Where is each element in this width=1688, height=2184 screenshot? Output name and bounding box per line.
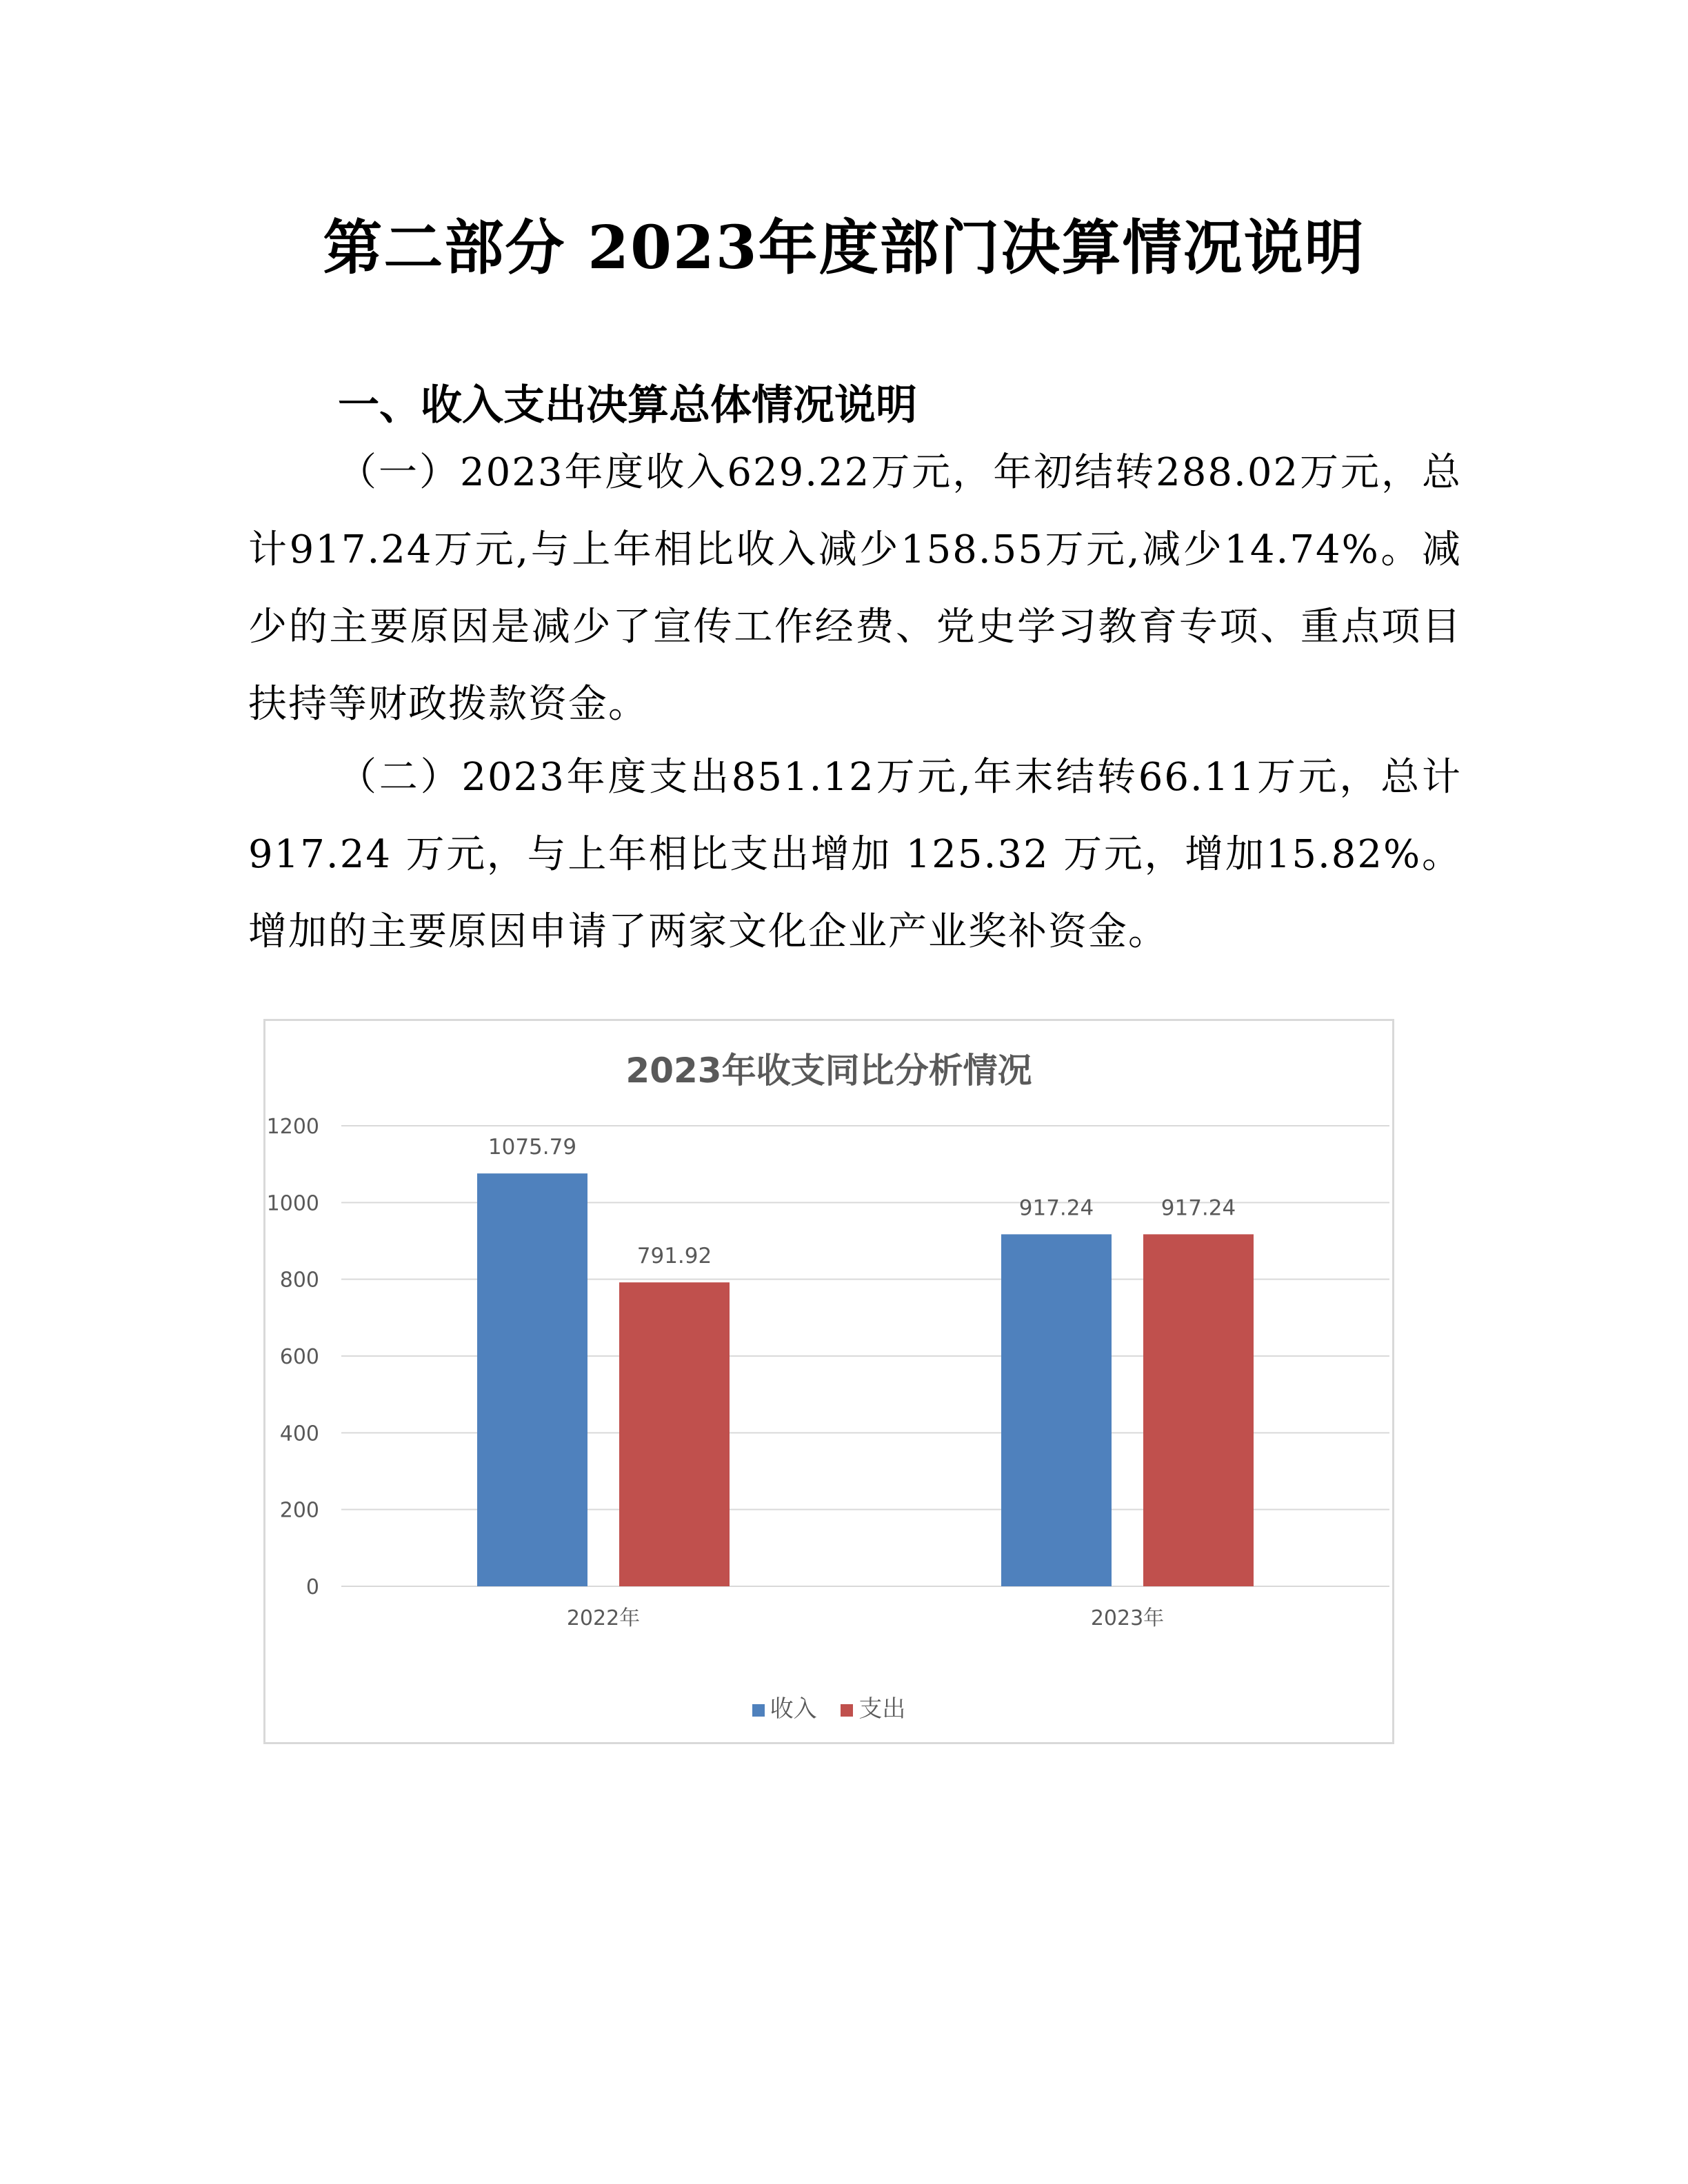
y-tick-label: 200 [279,1498,319,1523]
data-label: 917.24 [1018,1195,1094,1221]
bar-income [1001,1234,1112,1586]
bar-chart [263,1019,1394,1744]
data-label: 917.24 [1160,1195,1236,1221]
data-label: 791.92 [636,1244,712,1269]
legend-item-income [752,1690,817,1723]
legend-label-income: 收入 [770,1695,817,1723]
y-tick-label: 1000 [266,1191,319,1216]
legend-label-expenditure: 支出 [858,1695,906,1723]
chart-title: 2023年收支同比分析情况 [625,1051,1032,1091]
section-heading: 一、收入支出决算总体情况说明 [338,381,917,429]
page-title: 第二部分 2023年度部门决算情况说明 [323,213,1365,283]
legend-item-expenditure [841,1690,905,1723]
paragraph-expenditure: （二）2023年度支出851.12万元,年末结转66.11万元，总计 917.24 万元，与上年相比支出增加 125.32 万元，增加15.82%。增加的主要原因申请了两家文化企业产业奖补资金。 [248,755,1462,954]
y-tick-label: 0 [305,1575,319,1599]
y-tick-label: 800 [279,1268,319,1293]
legend-swatch-income [752,1704,765,1717]
y-tick-label: 1200 [266,1115,319,1139]
legend-swatch-expenditure [841,1704,853,1717]
chart-legend [265,1690,1392,1723]
x-tick-label: 2023年 [1090,1606,1165,1630]
x-tick-label: 2022年 [566,1606,641,1630]
bar-expenditure [1143,1234,1254,1586]
chart-canvas [265,1021,1392,1742]
data-label: 1075.79 [488,1135,577,1160]
bar-income [477,1173,587,1586]
bar-expenditure [619,1282,730,1586]
y-tick-label: 400 [279,1422,319,1446]
y-tick-label: 600 [279,1345,319,1369]
paragraph-income: （一）2023年度收入629.22万元，年初结转288.02万元，总计917.24万元,与上年相比收入减少158.55万元,减少14.74%。减少的主要原因是减少了宣传工作经费、党史学习教育专项、重点项目扶持等财政拨款资金。 [248,450,1462,727]
